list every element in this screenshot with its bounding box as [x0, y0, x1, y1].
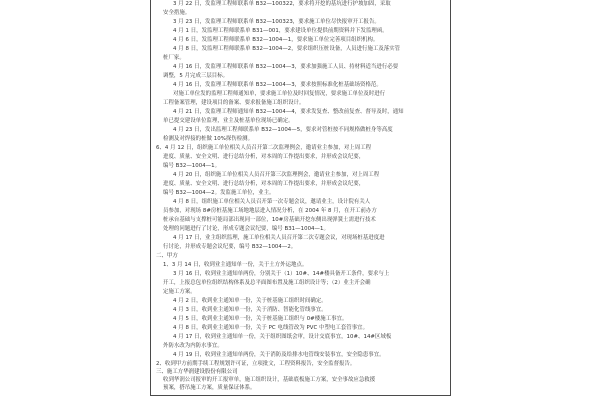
- text-line: 4 月 17 日，业主组织监理，施工单位相关人员召开第二次专题会议，对现场桩基进度进: [173, 235, 385, 241]
- text-line: 4 月 2 日，收到业主通知单一份，关于桩基施工组织时间确定。: [173, 298, 327, 304]
- document-table: [150, 0, 451, 396]
- text-line: 2、收到甲方前期手续工程规划许可证，立项批文，工程资料报告，安全监督报告。: [156, 361, 356, 367]
- text-line: 桩厂家。: [163, 55, 185, 61]
- text-line: 桩承台基础与支撑桩可能局部出现同一部位，10#房基础开挖东侧出现弹簧土需进行技术: [163, 217, 376, 223]
- text-line: 安全措施。: [163, 10, 191, 16]
- section-heading: 二、甲方: [156, 253, 178, 259]
- text-line: 4 月 8 日，收到业主通知单一份，关于 PC 电线管改为 PVC 中塑电工套管事宜。: [173, 325, 369, 331]
- text-line: 4 月 3 日，收到业主通知单一份，关于消防、智能化管线事宜。: [173, 307, 327, 313]
- text-line: 外防水改为内防水事宜。: [163, 343, 223, 349]
- text-line: 处理的问题进行了讨论，形成专题会议纪要，编号 B31—1004—1。: [163, 226, 329, 232]
- text-line: 4 月 17 日，收到业主通知单一份，关于组织图纸会审，设计交底事宜，10#、14#区域板: [173, 334, 392, 340]
- text-line: 4 月 21 日，发监理工程师通知单 B32—1004—4，要求发复查、整改前复查、督导及时，通知: [173, 109, 404, 115]
- text-line: 4 月 6 日，发监理工程师联系单 B32—1004—1，要求施工单位完善项目组织机构。: [173, 37, 379, 43]
- text-line: 4 月 23 日，发出监理工程师联系单 B32—1004—5，要求对管桩按不同规格做桩身等高度: [173, 127, 393, 133]
- text-line: 1、3 月 14 日，收到业主通知单一份，关于土方外运地点。: [163, 262, 308, 268]
- text-line: 预案，搭吊施工方案，质量保证体系。: [163, 385, 256, 391]
- text-line: 员参加，对现场 8#房桩基施工场地地层进入情况分析，在 2004 年 8 月，在开工前办方: [163, 208, 377, 214]
- text-line: 收到华润公司报审的开工报审单，施工组织设计，基础底板施工方案，安全事故应急救援: [163, 377, 376, 383]
- text-line: 4 月 16 日，发监理工程师联系单 B32—1004—3，要求加强施工人员、持材料适当进行必要: [173, 64, 399, 70]
- text-line: 行讨论，并形成专题会议纪要，编号 B32—1004—2。: [163, 244, 297, 250]
- text-line: 3 月 16 日，收到业主通知单两份，分别关于（1）10#、14#楼具备开工条件，要求与上: [173, 271, 390, 277]
- text-line: 单已提交建设单位监理，业主及桩基单位现场已确定。: [163, 118, 294, 124]
- text-line: 定施工方案。: [163, 289, 196, 295]
- text-line: 进度、质量、安全文明、进行总结分析，对本周的工作提出要求，并形成会议纪要，: [163, 181, 365, 187]
- text-line: 4 月 20 日，组织施工单位相关人员召开第三次监理例会，邀请业主参加，对上周工程: [173, 172, 380, 178]
- text-line: 4 月 19 日，收到业主通知单两份，关于消防及给排水电管线安装事宜，安全隐患事宜。: [173, 352, 385, 358]
- text-line: 调整，5 月完成三层目标。: [163, 73, 229, 79]
- text-line: 4 月 1 日，发监理工程师联系单 B31—001，要求建设单位提供前期资料并下发监理函。: [173, 28, 388, 34]
- text-line: 6、4 月 12 日，组织施工单位相关人员召开第二次监理例会，邀请业主参加，对上周工程: [156, 145, 372, 151]
- text-line: 编号 B32—1004—2。发监施工单位，业主。: [163, 190, 275, 196]
- text-line: 进度、质量、安全文明、进行总结分析，对本周的工作提出要求，并形成会议纪要，: [163, 154, 365, 160]
- text-line: 3 月 22 日，发监理工程师联系单 B32—100322，要求将开挖的基坑进行护坡加固，采取: [173, 1, 391, 7]
- text-line: 3 月 23 日，发监理工程师联系单 B32—100323，要求施工单位尽快报审开工报告。: [173, 19, 380, 25]
- text-line: 开工，上报总包单位组织结构体系及总平面图布置及施工组织设计等；（2）业主开会确: [163, 280, 371, 286]
- text-line: 4 月 8 日，组织施工单位相关人员召开第一次专题会议，邀请业主，设计院有关人: [173, 199, 371, 205]
- section-heading: 三、施工方华润建设股份有限公司: [156, 369, 238, 375]
- text-line: 4 月 8 日，发监理工程师联系单 B32—1004—2，要求组织压桩设备，人员进行施工及落实管: [173, 46, 401, 52]
- text-line: 检测及对焊接的桩做 10%探伤检测。: [163, 136, 254, 142]
- text-line: 4 月 16 日，发监理工程师联系单 B32—1004—3，要求按照标准化桩基础场资格范。: [173, 82, 382, 88]
- text-line: 对施工单位发的监理工程师通知单，要求施工单位及时回复情况，要求施工单位及时进行: [173, 91, 386, 97]
- text-line: 4 月 5 日，收到业主通知单一份，关于桩基施工组织与 0#楼施工事宜。: [173, 316, 348, 322]
- text-line: 编号 B32—1004—1。: [163, 163, 221, 169]
- text-line: 工程备案管理，建设项目的备案、要求报备施工组织设计。: [163, 100, 305, 106]
